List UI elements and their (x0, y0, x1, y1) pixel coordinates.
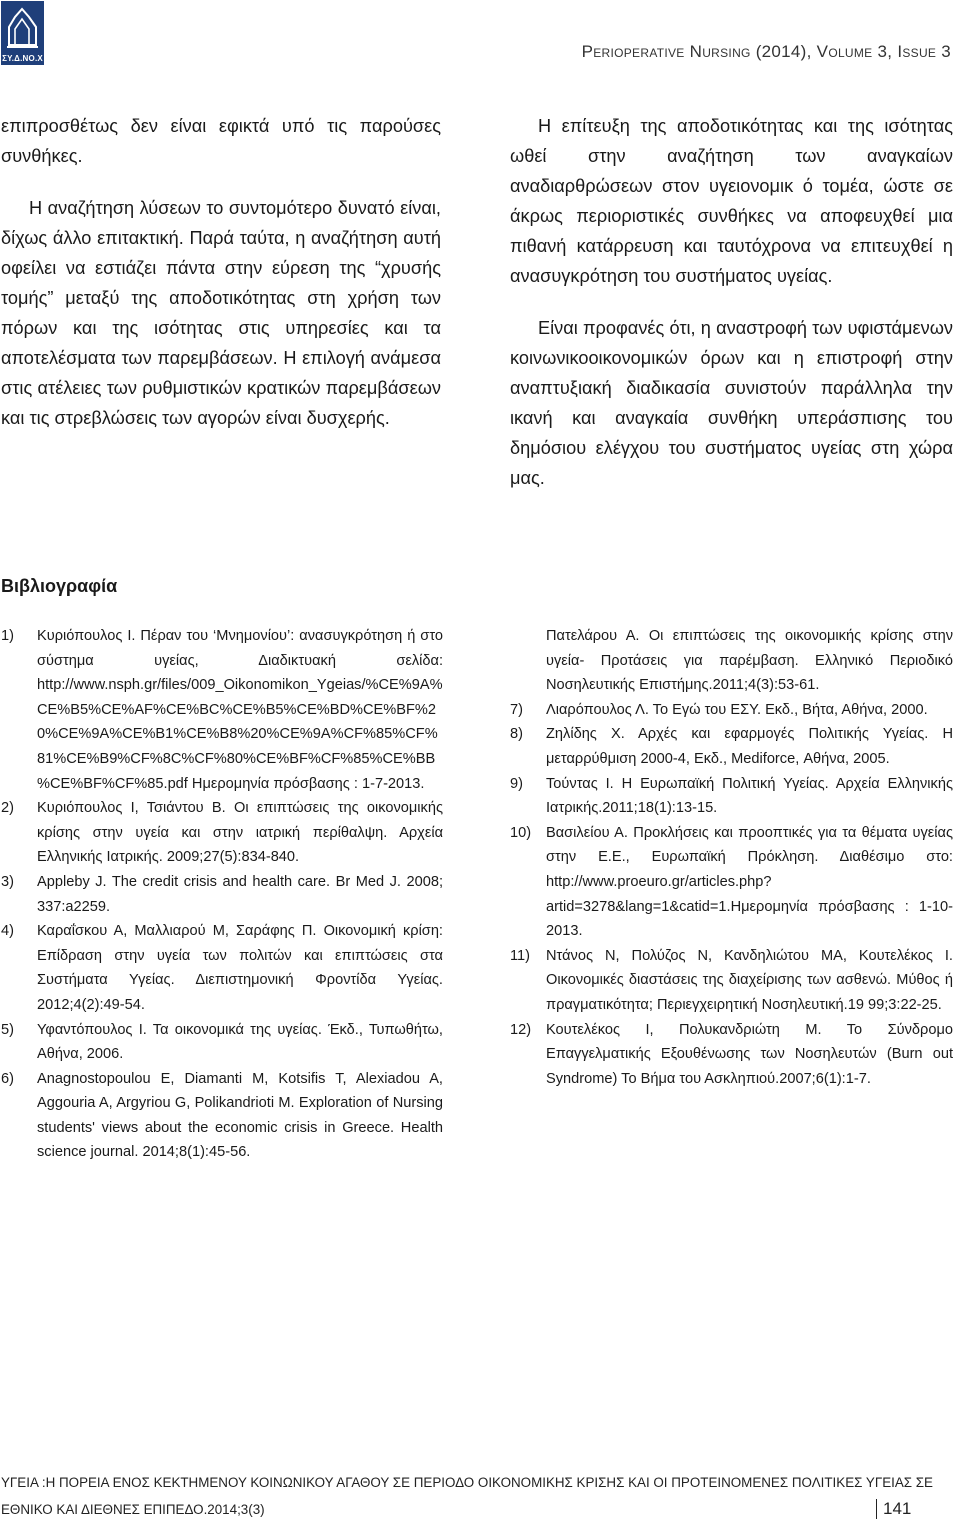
footer-title-line-2: ΕΘΝΙΚΟ ΚΑΙ ΔΙΕΘΝΕΣ ΕΠΙΠΕΔΟ.2014;3(3) (1, 1502, 265, 1517)
building-logo-icon (5, 5, 40, 51)
reference-item (1, 1018, 443, 1067)
journal-title: Perioperative Nursing (2014), Volume 3, Issue 3 (581, 42, 951, 61)
reference-number: 11) (510, 947, 531, 964)
bibliography-heading: Βιβλιογραφία (1, 576, 118, 596)
footer-title-line-1: ΥΓΕΙΑ :Η ΠΟΡΕΙΑ ΕΝΟΣ ΚΕΚΤΗΜΕΝΟΥ ΚΟΙΝΩΝΙΚΟΥ ΑΓΑΘΟΥ ΣΕ ΠΕΡΙΟΔΟ ΟΙΚΟΝΟΜΙΚΗΣ ΚΡΙΣΗΣ ΚΑΙ ΟΙ ΠΡΟΤΕΙΝΟΜΕΝΕΣ ΠΟΛΙΤΙΚΕΣ ΥΓΕΙΑΣ ΣΕ (1, 1475, 933, 1490)
page-number: 141 (876, 1499, 911, 1519)
reference-text: Τούντας Ι. Η Ευρωπαϊκή Πολιτική Υγείας. Αρχεία Ελληνικής Ιατρικής.2011;18(1):13-15. (546, 775, 953, 817)
reference-number: 10) (510, 824, 532, 841)
reference-number: 6) (1, 1070, 14, 1087)
reference-text: Appleby J. The credit crisis and health care. Br Med J. 2008; 337:a2259. (37, 873, 443, 915)
reference-number: 3) (1, 873, 14, 890)
reference-text: Καραΐσκου Α, Μαλλιαρού Μ, Σαράφης Π. Οικονομική κρίση: Επίδραση στην υγεία των πολιτών και επιπτώσεις στα Συστήματα Υγείας. Διεπιστημονική Φροντίδα Υγείας. 2012;4(2):49-54. (37, 923, 443, 1013)
left-text-column (1, 111, 441, 433)
reference-text: Ντάνος Ν, Πολύζος Ν, Κανδηλιώτου ΜΑ, Κουτελέκος Ι. Οικονομικές διαστάσεις της διαχείρισης των ασθενώ. Μύθος ή πραγματικότητα; Περιεγχειρητική Νοσηλευτική.19 99;3:22-25. (546, 947, 953, 1013)
paragraph: Είναι προφανές ότι, η αναστροφή των υφιστάμενων κοινωνικοοικονομικών όρων και η επιστροφή στην αναπτυξιακή διαδικασία συνιστούν παράλληλα την ικανή και αναγκαία συνθήκη υπεράσπισης του δημόσιου ελέγχου του συστήματος υγείας στη χώρα μας. (510, 318, 953, 488)
reference-text: Υφαντόπουλος Ι. Τα οικονομικά της υγείας. Έκδ., Τυπωθήτω, Αθήνα, 2006. (37, 1021, 443, 1063)
paragraph: Η αναζήτηση λύσεων το συντομότερο δυνατό είναι, δίχως άλλο επιτακτική. Παρά ταύτα, η αναζήτηση αυτή οφείλει να εστιάζει πάντα στην εύρεση της “χρυσής τομής” μεταξύ της αποδοτικότητας στη χρήση των πόρων και της ισότητας στις υπηρεσίες και τα αποτελέσματα των παρεμβάσεων. Η επιλογή ανάμεσα στις ατέλειες των ρυθμιστικών κρατικών παρεμβάσεων και τις στρεβλώσεις των αγορών είναι δυσχερής. (1, 198, 441, 428)
reference-item (1, 870, 443, 919)
reference-continuation (510, 624, 953, 698)
reference-text: Κουτελέκος Ι, Πολυκανδριώτη Μ. Το Σύνδρομο Επαγγελματικής Εξουθένωσης των Νοσηλευτών (Burn out Syndrome) Το Βήμα του Ασκληπιού.2007;6(1):1-7. (546, 1021, 953, 1087)
right-text-column (510, 111, 953, 493)
reference-item (510, 772, 953, 821)
reference-item (1, 919, 443, 1017)
reference-number: 5) (1, 1021, 14, 1038)
reference-item (1, 1067, 443, 1165)
reference-number: 4) (1, 923, 14, 940)
reference-item (510, 1018, 953, 1092)
reference-item (510, 944, 953, 1018)
reference-item (510, 821, 953, 944)
reference-number: 2) (1, 800, 14, 817)
reference-number: 8) (510, 726, 523, 743)
paragraph: Η επίτευξη της αποδοτικότητας και της ισότητας ωθεί στην αναζήτηση των αναγκαίων αναδιαρθρώσεων στον υγειονομικ ό τομέα, ώστε σε άκρως περιοριστικές συνθήκες να αποφευχθεί μια πιθανή κατάρρευση και ταυτόχρονα να επιτευχθεί η ανασυγκρότηση του συστήματος υγείας. (510, 116, 953, 286)
reference-text: Πατελάρου Α. Οι επιπτώσεις της οικονομικής κρίσης στην υγεία- Προτάσεις για παρέμβαση. Ελληνικό Περιοδικό Νοσηλευτικής Επιστήμης.2011;4(3):53-61. (546, 628, 953, 694)
reference-text: Λιαρόπουλος Λ. Το Εγώ του ΕΣΥ. Εκδ., Βήτα, Αθήνα, 2000. (546, 701, 928, 718)
reference-number: 7) (510, 701, 523, 718)
reference-text: Βασιλείου Α. Προκλήσεις και προοπτικές για τα θέματα υγείας στην Ε.Ε., Ευρωπαϊκή Πρόκληση. Διαθέσιμο στο: http://www.proeuro.gr/articles.php?artid=3278&lang=1&catid=1.Ημερομηνία πρόσβασης : 1-10-2013. (546, 824, 953, 940)
reference-number: 1) (1, 628, 14, 644)
reference-list-left (1, 624, 443, 1165)
reference-text: Anagnostopoulou E, Diamanti M, Kotsifis T, Alexiadou A, Aggouria A, Argyriou G, Polikandrioti M. Exploration of Nursing students' views about the economic crisis in Greece. Health science journal. 2014;8(1):45-56. (37, 1070, 443, 1161)
reference-item (510, 722, 953, 771)
reference-item (510, 698, 953, 723)
reference-text: Κυριόπουλος Ι, Τσιάντου Β. Οι επιπτώσεις της οικονομικής κρίσης στην υγεία και στην ιατρική περίθαλψη. Αρχεία Ελληνικής Ιατρικής. 2009;27(5):834-840. (37, 800, 443, 866)
paragraph: επιπροσθέτως δεν είναι εφικτά υπό τις παρούσες συνθήκες. (1, 116, 441, 166)
reference-number: 9) (510, 775, 523, 792)
reference-list-right (510, 624, 953, 1091)
logo-text: ΣΥ.Δ.ΝΟ.Χ (2, 54, 43, 63)
reference-text: Κυριόπουλος Ι. Πέραν του ‘Μνημονίου’: ανασυγκρότηση ή στο σύστημα υγείας, Διαδικτυακή σελίδα: http://www.nsph.gr/files/009_Oikonomikon_Ygeias/%CE%9A%CE%B5%CE%AF%CE%BC%CE%B5%CE%BD%CE%BF%20%CE%9A%CE%B1%CE%B8%20%CE%9A%CF%85%CF%81%CE%B9%CF%8C%CF%80%CE%BF%CF%85%CE%BB%CE%BF%CF%85.pdf Ημερομηνία πρόσβασης : 1-7-2013. (37, 628, 443, 792)
journal-logo (1, 1, 44, 65)
reference-item (1, 796, 443, 870)
reference-number: 12) (510, 1021, 532, 1038)
reference-text: Ζηλίδης Χ. Αρχές και εφαρμογές Πολιτικής Υγείας. Η μεταρρύθμιση 2000-4, Εκδ., Mediforce, Αθήνα, 2005. (546, 726, 953, 767)
reference-item (1, 624, 443, 796)
